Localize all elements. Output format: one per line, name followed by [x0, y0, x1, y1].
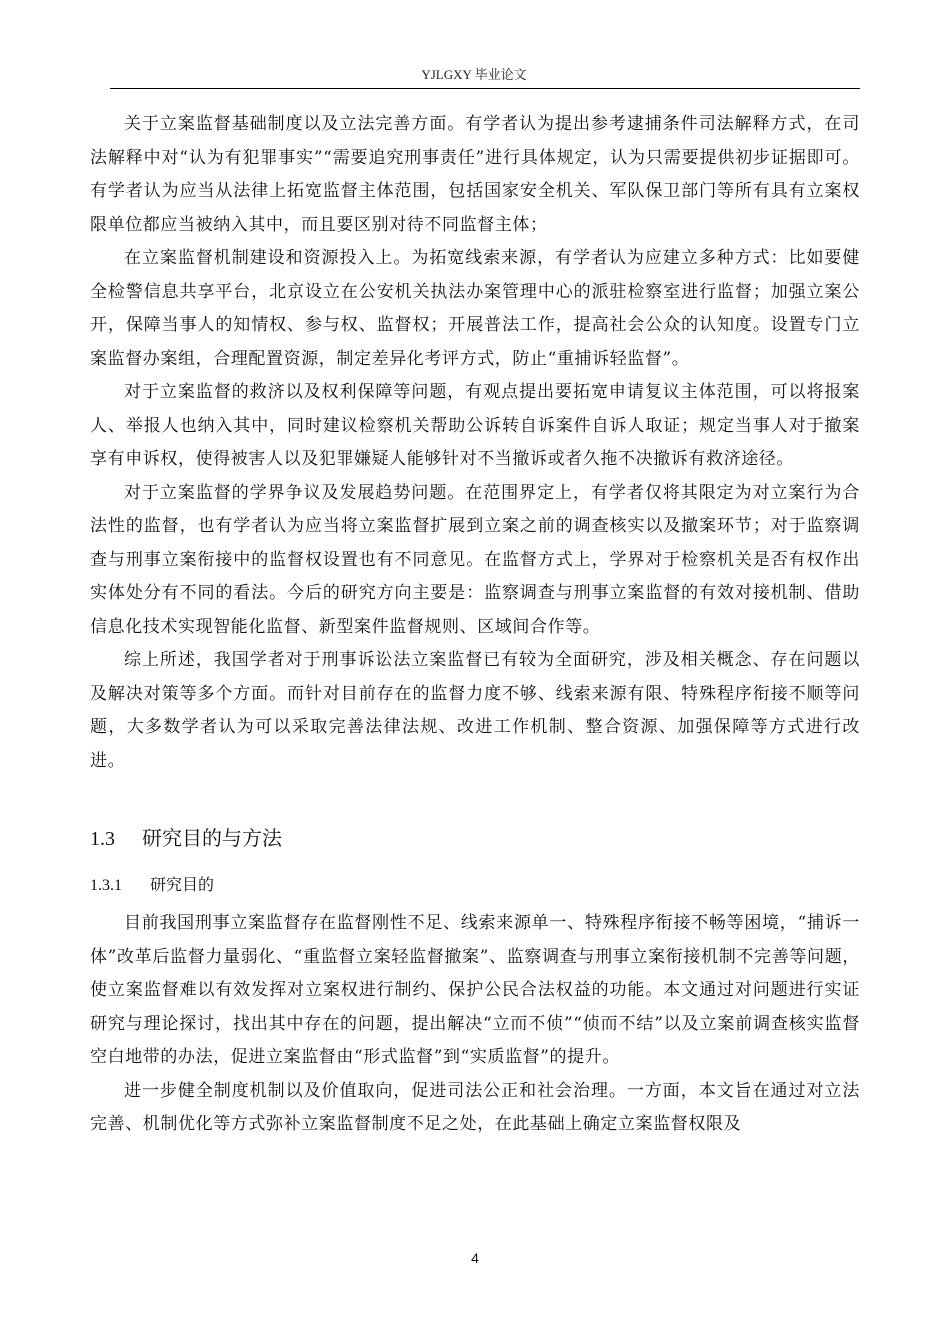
subsection-heading	[90, 870, 860, 901]
body-paragraph: 对于立案监督的学界争议及发展趋势问题。在范围界定上，有学者仅将其限定为对立案行为合法性的监督，也有学者认为应当将立案监督扩展到立案之前的调查核实以及撤案环节；对于监察调查与刑事立案衔接中的监督权设置也有不同意见。在监督方式上，学界对于检察机关是否有权作出实体处分有不同的看法。今后的研究方向主要是：监察调查与刑事立案监督的有效对接机制、借助信息化技术实现智能化监督、新型案件监督规则、区域间合作等。	[90, 482, 860, 637]
body-paragraph: 综上所述，我国学者对于刑事诉讼法立案监督已有较为全面研究，涉及相关概念、存在问题以及解决对策等多个方面。而针对目前存在的监督力度不够、线索来源有限、特殊程序衔接不顺等问题，大多数学者认为可以采取完善法律法规、改进工作机制、整合资源、加强保障等方式进行改进。	[90, 650, 860, 771]
body-paragraph: 进一步健全制度机制以及价值取向，促进司法公正和社会治理。一方面，本文旨在通过对立法完善、机制优化等方式弥补立案监督制度不足之处，在此基础上确定立案监督权限及	[90, 1080, 860, 1134]
body-paragraph: 目前我国刑事立案监督存在监督刚性不足、线索来源单一、特殊程序衔接不畅等困境，“捕诉一体”改革后监督力量弱化、“重监督立案轻监督撤案”、监察调查与刑事立案衔接机制不完善等问题，使立案监督难以有效发挥对立案权进行制约、保护公民合法权益的功能。本文通过对问题进行实证研究与理论探讨，找出其中存在的问题，提出解决“立而不侦”“侦而不结”以及立案前调查核实监督空白地带的办法，促进立案监督由“形式监督”到“实质监督”的提升。	[90, 913, 860, 1067]
body-paragraph: 关于立案监督基础制度以及立法完善方面。有学者认为提出参考逮捕条件司法解释方式，在司法解释中对“认为有犯罪事实”“需要追究刑事责任”进行具体规定，认为只需要提供初步证据即可。有学者认为应当从法律上拓宽监督主体范围，包括国家安全机关、军队保卫部门等所有具有立案权限单位都应当被纳入其中，而且要区别对待不同监督主体；	[90, 114, 860, 235]
page-number: 4	[471, 1250, 479, 1266]
page-body	[90, 108, 860, 1142]
running-header: YJLGXY 毕业论文	[421, 67, 527, 82]
subsection-number: 1.3.1	[90, 877, 122, 894]
section-number: 1.3	[90, 828, 115, 850]
body-paragraph: 对于立案监督的救济以及权利保障等问题，有观点提出要拓宽申请复议主体范围，可以将报案人、举报人也纳入其中，同时建议检察机关帮助公诉转自诉案件自诉人取证；规定当事人对于撤案享有申诉权，使得被害人以及犯罪嫌疑人能够针对不当撤诉或者久拖不决撤诉有救济途径。	[90, 382, 860, 469]
header-divider	[110, 88, 860, 89]
subsection-title: 研究目的	[150, 875, 215, 894]
section-heading	[90, 821, 860, 856]
body-paragraph: 在立案监督机制建设和资源投入上。为拓宽线索来源，有学者认为应建立多种方式：比如要健全检警信息共享平台，北京设立在公安机关执法办案管理中心的派驻检察室进行监督；加强立案公开，保障当事人的知情权、参与权、监督权；开展普法工作，提高社会公众的认知度。设置专门立案监督办案组，合理配置资源，制定差异化考评方式，防止“重捕诉轻监督”。	[90, 248, 860, 369]
section-title: 研究目的与方法	[142, 826, 282, 850]
